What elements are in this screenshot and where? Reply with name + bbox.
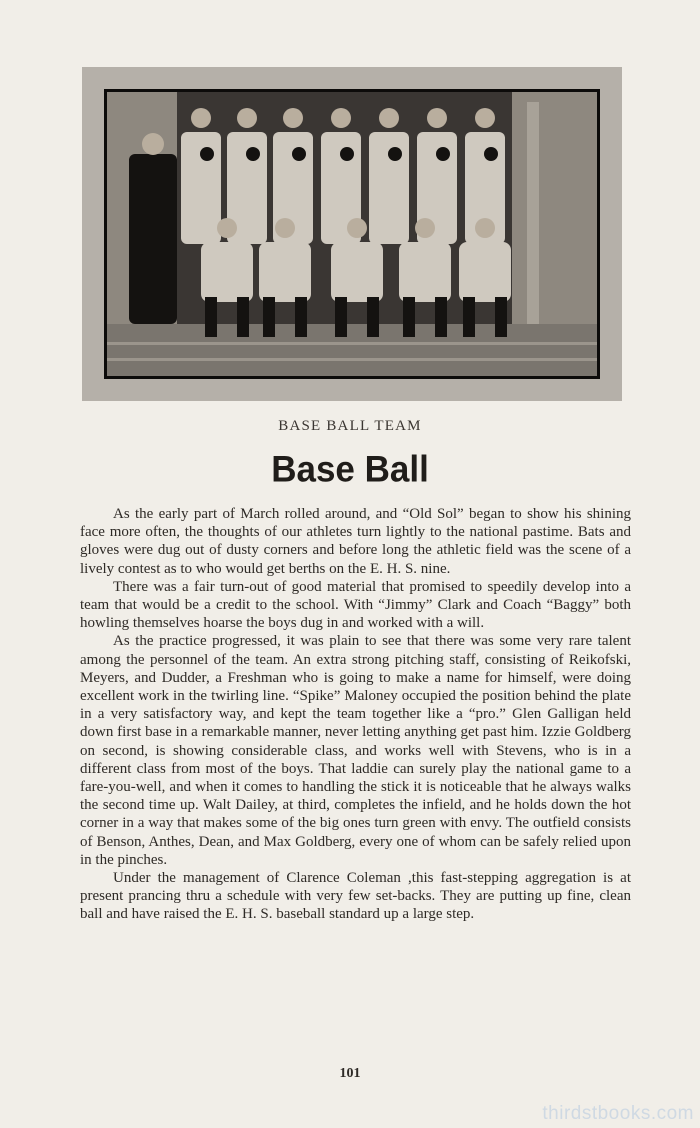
player-head xyxy=(237,108,257,128)
player-leg xyxy=(205,297,217,337)
player-head xyxy=(217,218,237,238)
player-head xyxy=(427,108,447,128)
player-leg xyxy=(435,297,447,337)
coach-head xyxy=(142,133,164,155)
player-seated xyxy=(399,242,451,302)
player-seated xyxy=(459,242,511,302)
player-head xyxy=(415,218,435,238)
paragraph: Under the management of Clarence Coleman ,this fast-stepping aggregation is at present prancing thru a schedule with very few set-backs. They are putting up fine, clean ball and have raised the E. H. S. baseball standard up a large step. xyxy=(80,870,631,923)
column-highlight xyxy=(527,102,539,332)
jersey-emblem xyxy=(200,147,214,161)
player-leg xyxy=(463,297,475,337)
player-standing xyxy=(181,132,221,244)
jersey-emblem xyxy=(484,147,498,161)
player-head xyxy=(475,108,495,128)
player-head xyxy=(283,108,303,128)
page-number: 101 xyxy=(339,1066,361,1081)
team-photograph xyxy=(104,89,600,379)
player-head xyxy=(347,218,367,238)
player-leg xyxy=(295,297,307,337)
player-leg xyxy=(237,297,249,337)
player-head xyxy=(331,108,351,128)
player-leg xyxy=(367,297,379,337)
jersey-emblem xyxy=(436,147,450,161)
article-body xyxy=(80,505,631,924)
team-photograph-image xyxy=(107,92,597,376)
player-leg xyxy=(495,297,507,337)
jersey-emblem xyxy=(246,147,260,161)
jersey-emblem xyxy=(388,147,402,161)
photo-caption: BASE BALL TEAM xyxy=(278,418,422,434)
watermark: thirdstbooks.com xyxy=(542,1103,694,1124)
paragraph: As the early part of March rolled around, and “Old Sol” began to show his shining face more often, the thoughts of our athletes turn lightly to the national pastime. Bats and gloves were dug out of dusty corners and before long the athletic field was the scene of a lively contest as to who would get berths on the E. H. S. nine. xyxy=(80,506,631,577)
coach-figure xyxy=(129,154,177,324)
jersey-emblem xyxy=(292,147,306,161)
player-seated xyxy=(259,242,311,302)
player-leg xyxy=(403,297,415,337)
player-seated xyxy=(331,242,383,302)
steps xyxy=(107,324,597,376)
player-leg xyxy=(335,297,347,337)
paragraph: There was a fair turn-out of good material that promised to speedily develop into a team that would be a credit to the school. With “Jimmy” Clark and Coach “Baggy” both howling themselves hoarse the boys dug in and worked with a will. xyxy=(80,578,631,632)
page-title: Base Ball xyxy=(271,449,429,490)
player-seated xyxy=(201,242,253,302)
player-head xyxy=(191,108,211,128)
photo-plate xyxy=(82,67,622,401)
player-leg xyxy=(263,297,275,337)
jersey-emblem xyxy=(340,147,354,161)
player-standing xyxy=(369,132,409,244)
paragraph: As the practice progressed, it was plain to see that there was some very rare talent among the personnel of the team. An extra strong pitching staff, consisting of Reikofski, Meyers, and Dudder, a Freshman who is going to make a name for himself, were doing excellent work in the twirling line. “Spike” Maloney occupied the position behind the plate in a very satisfactory way, and kept the team together like a “pro.” Glen Galligan held down first base in a remarkable manner, never letting anything get past him. Izzie Goldberg on second, is showing considerable class, and works well with Stevens, who is in a different class from most of the boys. That laddie can surely play the national game to a fare-you-well, and when it comes to handling the stick it is noticeable that he always walks the second time up. Walt Dailey, at third, completes the infield, and he holds down the hot corner in a way that makes some of the big ones turn green with envy. The outfield consists of Benson, Anthes, Dean, and Max Goldberg, every one of whom can be safely relied upon in the pinches. xyxy=(80,633,631,868)
player-head xyxy=(275,218,295,238)
player-head xyxy=(475,218,495,238)
step-edge xyxy=(107,342,597,345)
player-head xyxy=(379,108,399,128)
step-edge xyxy=(107,358,597,361)
